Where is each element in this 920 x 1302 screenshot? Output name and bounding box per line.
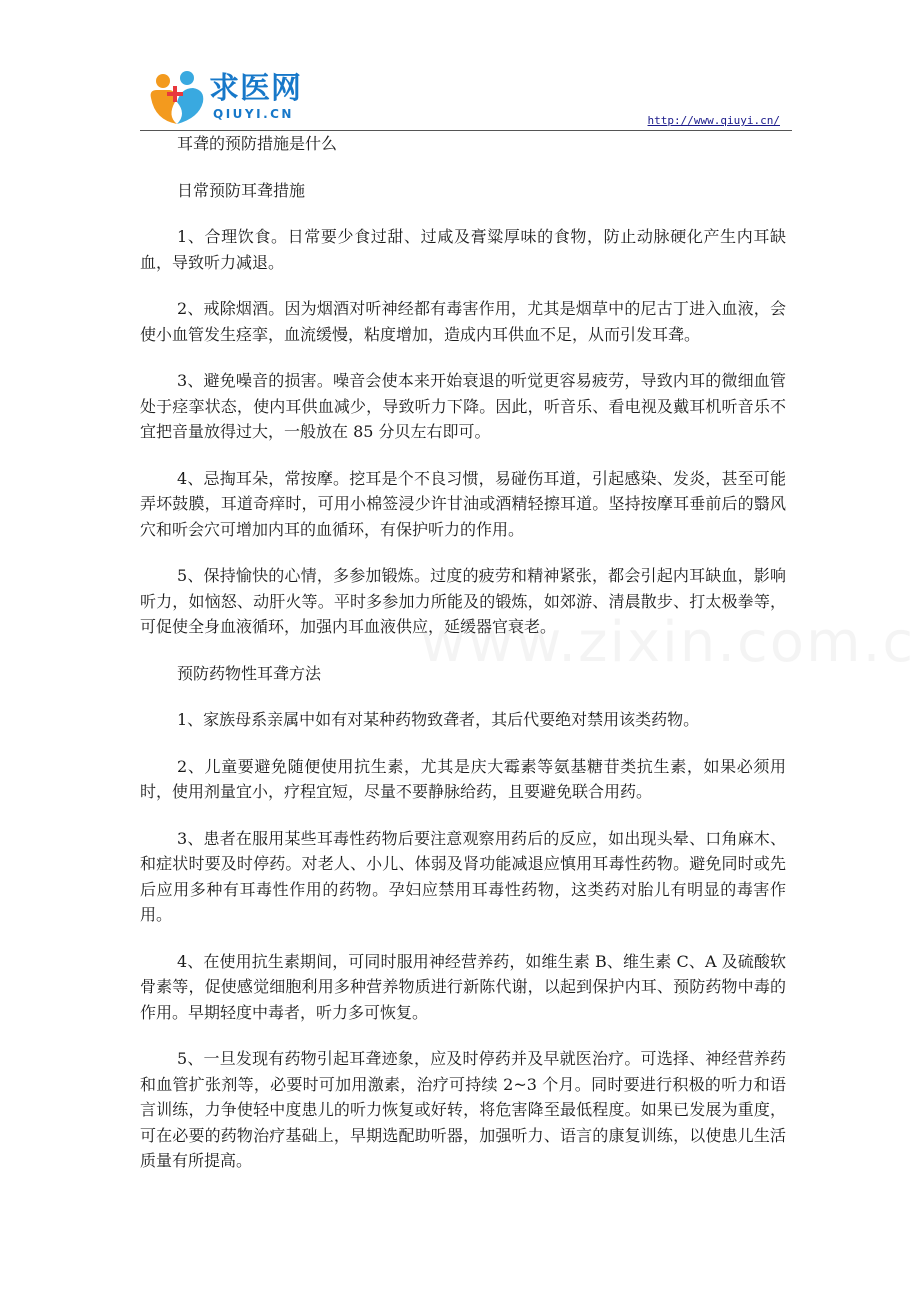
- section-heading: 预防药物性耳聋方法: [177, 663, 322, 683]
- people-heart-icon: [147, 68, 209, 126]
- paragraph: 3、避免噪音的损害。噪音会使本来开始衰退的听觉更容易疲劳，导致内耳的微细血管处于痉挛状态，使内耳供血减少，导致听力下降。因此，听音乐、看电视及戴耳机听音乐不宜把音量放得过大，一般放在 85 分贝左右即可。: [140, 371, 786, 441]
- paragraph: 5、一旦发现有药物引起耳聋迹象，应及时停药并及早就医治疗。可选择、神经营养药和血管扩张剂等，必要时可加用激素，治疗可持续 2~3 个月。同时要进行积极的听力和语言训练，力争使轻中度患儿的听力恢复或好转，将危害降至最低程度。如果已发展为重度，可在必要的药物治疗基础上，早期选配助听器，加强听力、语言的康复训练，以使患儿生活质量有所提高。: [140, 1049, 786, 1170]
- logo-wordmark-cn: 求医网: [209, 71, 302, 106]
- qiuyi-logo[interactable]: [147, 66, 347, 126]
- site-url-link[interactable]: http://www.qiuyi.cn/: [647, 114, 780, 127]
- paragraph: 2、戒除烟酒。因为烟酒对听神经都有毒害作用，尤其是烟草中的尼古丁进入血液，会使小血管发生痉挛，血流缓慢，粘度增加，造成内耳供血不足，从而引发耳聋。: [140, 299, 786, 344]
- paragraph: 4、在使用抗生素期间，可同时服用神经营养药，如维生素 B、维生素 C、A 及硫酸软骨素等，促使感觉细胞利用多种营养物质进行新陈代谢，以起到保护内耳、预防药物中毒的作用。早期轻度中毒者，听力多可恢复。: [140, 951, 786, 1022]
- document-body: [140, 128, 786, 1195]
- page-header: [140, 66, 792, 132]
- article-title: 耳聋的预防措施是什么: [177, 134, 338, 153]
- paragraph: 1、合理饮食。日常要少食过甜、过咸及膏粱厚味的食物，防止动脉硬化产生内耳缺血，导致听力减退。: [140, 227, 786, 272]
- logo-wordmark-en: QIUYI.CN: [213, 107, 294, 121]
- section-heading: 日常预防耳聋措施: [177, 180, 306, 200]
- paragraph: 2、儿童要避免随便使用抗生素，尤其是庆大霉素等氨基糖苷类抗生素，如果必须用时，使用剂量宜小，疗程宜短，尽量不要静脉给药，且要避免联合用药。: [140, 756, 786, 801]
- paragraph: 5、保持愉快的心情，多参加锻炼。过度的疲劳和精神紧张，都会引起内耳缺血，影响听力，如恼怒、动肝火等。平时多参加力所能及的锻炼，如郊游、清晨散步、打太极拳等，可促使全身血液循环，加强内耳血液供应，延缓器官衰老。: [140, 566, 786, 636]
- paragraph: 3、患者在服用某些耳毒性药物后要注意观察用药后的反应，如出现头晕、口角麻木、和症状时要及时停药。对老人、小儿、体弱及肾功能减退应慎用耳毒性药物。避免同时或先后应用多种有耳毒性作用的药物。孕妇应禁用耳毒性药物，这类药对胎儿有明显的毒害作用。: [140, 828, 786, 924]
- paragraph: 4、忌掏耳朵，常按摩。挖耳是个不良习惯，易碰伤耳道，引起感染、发炎，甚至可能弄坏鼓膜，耳道奇痒时，可用小棉签浸少许甘油或酒精轻擦耳道。坚持按摩耳垂前后的翳风穴和听会穴可增加内耳的血循环，有保护听力的作用。: [140, 468, 786, 539]
- paragraph: 1、家族母系亲属中如有对某种药物致聋者，其后代要绝对禁用该类药物。: [177, 710, 700, 729]
